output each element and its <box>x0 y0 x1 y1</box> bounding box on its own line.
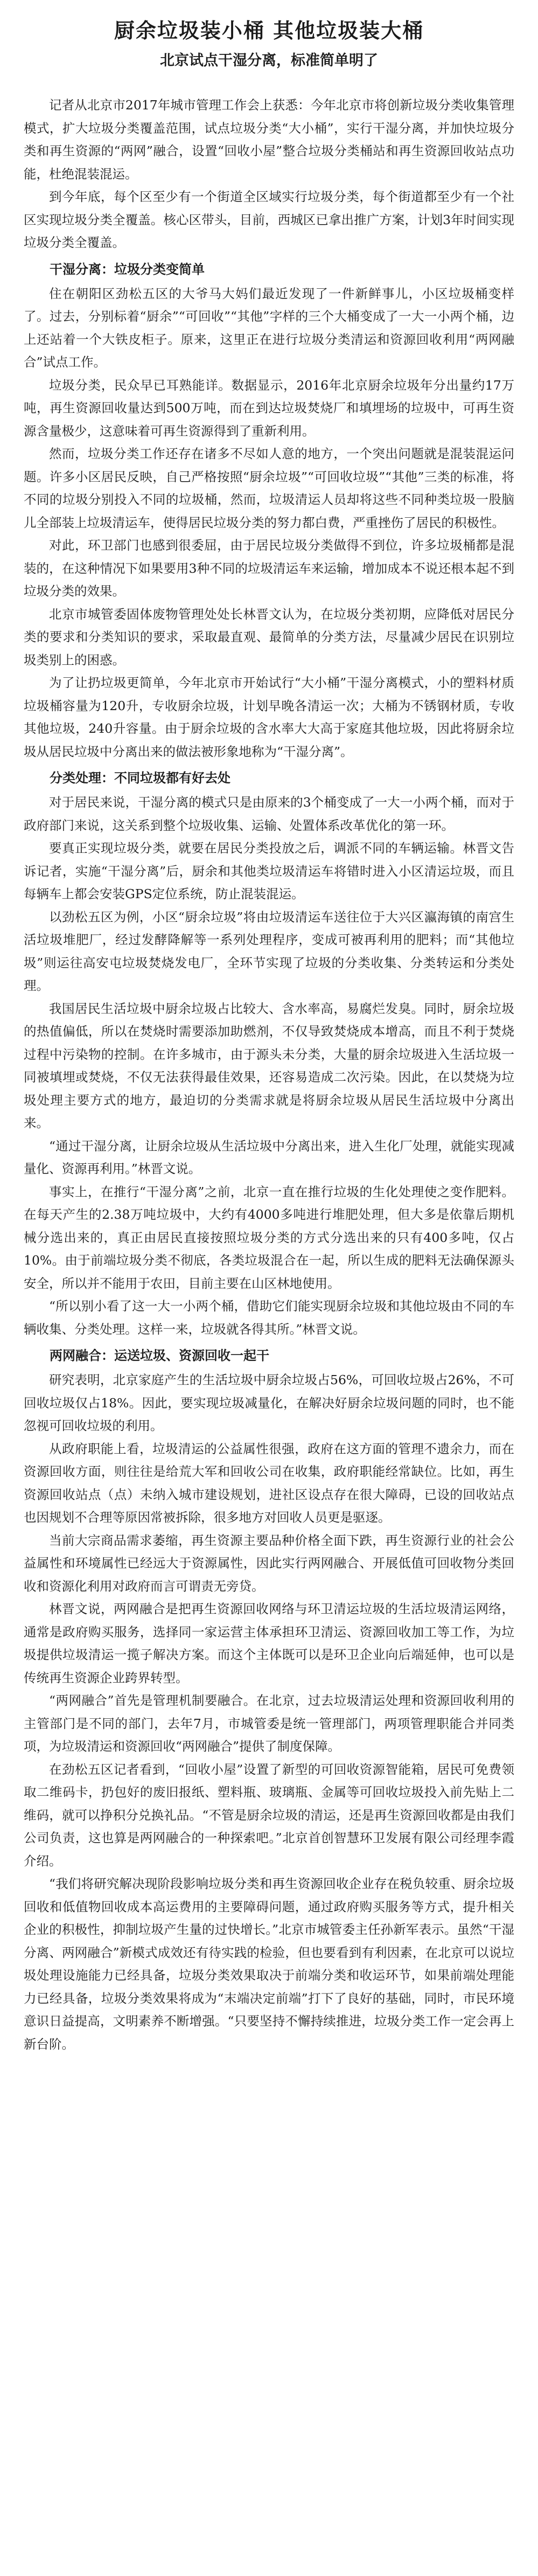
section-intro <box>24 94 514 254</box>
paragraph: 在劲松五区记者看到，“回收小屋”设置了新型的可回收资源智能箱，居民可免费领取二维码卡，扔包好的废旧报纸、塑料瓶、玻璃瓶、金属等可回收垃圾投入前先贴上二维码，就可以挣积分兑换礼品。“不管是厨余垃圾的清运，还是再生资源回收都是由我们公司负责，这也算是两网融合的一种探索吧。”北京首创智慧环卫发展有限公司经理李霞介绍。 <box>24 1761 514 1869</box>
section-dry-wet-separation <box>24 258 514 763</box>
paragraph: 从政府职能上看，垃圾清运的公益属性很强，政府在这方面的管理不遗余力，而在资源回收方面，则往往是给荒大军和回收公司在收集，政府职能经常缺位。比如，再生资源回收站点（点）未纳入城市建设规划，进社区设点存在很大障碍，已设的回收站点也因规划不合理等原因常被拆除，很多地方对回收人员更是驱逐。 <box>24 1441 514 1525</box>
paragraph: 对此，环卫部门也感到很委屈，由于居民垃圾分类做得不到位，许多垃圾桶都是混装的，在这种情况下如果要用3种不同的垃圾清运车来运输，增加成本不说还根本起不到垃圾分类的效果。 <box>24 538 514 599</box>
section-heading: 干湿分离：垃圾分类变简单 <box>50 261 205 277</box>
section-classified-processing <box>24 766 514 1341</box>
section-heading: 分类处理：不同垃圾都有好去处 <box>50 770 230 786</box>
paragraph: 住在朝阳区劲松五区的大爷马大妈们最近发现了一件新鲜事儿，小区垃圾桶变样了。过去，分别标着“厨余”“可回收”“其他”字样的三个大桶变成了一大一小两个桶，边上还站着一个大铁皮柜子。原来，这里正在进行垃圾分类清运和资源回收利用“两网融合”试点工作。 <box>24 286 514 370</box>
paragraph: “两网融合”首先是管理机制要融合。在北京，过去垃圾清运处理和资源回收利用的主管部门是不同的部门，去年7月，市城管委是统一管理部门，两项管理职能合并同类项，为垃圾清运和资源回收“两网融合”提供了制度保障。 <box>24 1693 514 1754</box>
paragraph: 然而，垃圾分类工作还存在诸多不尽如人意的地方，一个突出问题就是混装混运问题。许多小区居民反映，自己严格按照“厨余垃圾”“可回收垃圾”“其他”三类的标准，将不同的垃圾分别投入不同的垃圾桶，然而，垃圾清运人员却将这些不同种类垃圾一股脑儿全部装上垃圾清运车，使得居民垃圾分类的努力都白费，严重挫伤了居民的积极性。 <box>24 446 514 530</box>
paragraph: 到今年底，每个区至少有一个街道全区域实行垃圾分类，每个街道都至少有一个社区实现垃圾分类全覆盖。核心区带头，目前，西城区已拿出推广方案，计划3年时间实现垃圾分类全覆盖。 <box>24 189 514 250</box>
paragraph: 垃圾分类，民众早已耳熟能详。数据显示，2016年北京厨余垃圾年分出量约17万吨，再生资源回收量达到500万吨，而在到达垃圾焚烧厂和填埋场的垃圾中，可再生资源含量极少，这意味着可再生资源得到了重新利用。 <box>24 377 514 439</box>
article-title: 厨余垃圾装小桶 其他垃圾装大桶 <box>114 19 424 43</box>
paragraph: 对于居民来说，干湿分离的模式只是由原来的3个桶变成了一大一小两个桶，而对于政府部门来说，这关系到整个垃圾收集、运输、处置体系改革优化的第一环。 <box>24 795 514 833</box>
section-two-network-integration <box>24 1344 514 2056</box>
paragraph: 北京市城管委固体废物管理处处长林晋文认为，在垃圾分类初期，应降低对居民分类的要求和分类知识的要求，采取最直观、最简单的分类方法，尽量减少居民在识别垃圾类别上的困惑。 <box>24 606 514 668</box>
paragraph: “所以别小看了这一大一小两个桶，借助它们能实现厨余垃圾和其他垃圾由不同的车辆收集、分类处理。这样一来，垃圾就各得其所。”林晋文说。 <box>24 1299 514 1337</box>
section-heading: 两网融合：运送垃圾、资源回收一起干 <box>50 1348 269 1363</box>
paragraph: 当前大宗商品需求萎缩，再生资源主要品种价格全面下跌，再生资源行业的社会公益属性和环境属性已经远大于资源属性，因此实行两网融合、开展低值可回收物分类回收和资源化利用对政府而言可谓责无旁贷。 <box>24 1532 514 1594</box>
paragraph: 我国居民生活垃圾中厨余垃圾占比较大、含水率高，易腐烂发臭。同时，厨余垃圾的热值偏低，所以在焚烧时需要添加助燃剂，不仅导致焚烧成本增高，而且不利于焚烧过程中污染物的控制。在许多城市，由于源头未分类，大量的厨余垃圾进入生活垃圾一同被填埋或焚烧，不仅无法获得最佳效果，还容易造成二次污染。因此，在以焚烧为垃圾处理主要方式的地方，最迫切的分类需求就是将厨余垃圾从居民生活垃圾中分离出来。 <box>24 1001 514 1130</box>
paragraph: 为了让扔垃圾更简单，今年北京市开始试行“大小桶”干湿分离模式，小的塑料材质垃圾桶容量为120升，专收厨余垃圾，计划早晚各清运一次；大桶为不锈钢材质，专收其他垃圾，240升容量。由于厨余垃圾的含水率大大高于家庭其他垃圾，因此将厨余垃圾从居民垃圾中分离出来的做法被形象地称为“干湿分离”。 <box>24 675 514 759</box>
article-subtitle: 北京试点干湿分离，标准简单明了 <box>160 52 378 69</box>
paragraph: 记者从北京市2017年城市管理工作会上获悉：今年北京市将创新垃圾分类收集管理模式，扩大垃圾分类覆盖范围，试点垃圾分类“大小桶”，实行干湿分离，并加快垃圾分类和再生资源的“两网”融合，设置“回收小屋”整合垃圾分类桶站和再生资源回收站点功能，杜绝混装混运。 <box>24 98 514 182</box>
paragraph: 林晋文说，两网融合是把再生资源回收网络与环卫清运垃圾的生活垃圾清运网络，通常是政府购买服务，选择同一家运营主体承担环卫清运、资源回收加工等工作，为垃圾提供垃圾清运一揽子解决方案。而这个主体既可以是环卫企业向后端延伸，也可以是传统再生资源企业跨界转型。 <box>24 1601 514 1685</box>
paragraph: “我们将研究解决现阶段影响垃圾分类和再生资源回收企业存在税负较重、厨余垃圾回收和低值物回收成本高运费用的主要障碍问题，通过政府购买服务等方式，提升相关企业的积极性，抑制垃圾产生量的过快增长。”北京市城管委主任孙新军表示。虽然“干湿分离、两网融合”新模式成效还有待实践的检验，但也要看到有利因素，在北京可以说垃圾处理设施能力已经具备，垃圾分类效果取决于前端分类和收运环节，如果前端处理能力已经具备，垃圾分类效果将成为“末端决定前端”打下了良好的基础，同时，市民环境意识日益提高，文明素养不断增强。“只要坚持不懈持续推进，垃圾分类工作一定会再上新台阶。 <box>24 1876 514 2052</box>
paragraph: “通过干湿分离，让厨余垃圾从生活垃圾中分离出来，进入生化厂处理，就能实现减量化、资源再利用。”林晋文说。 <box>24 1138 514 1176</box>
paragraph: 研究表明，北京家庭产生的生活垃圾中厨余垃圾占56%，可回收垃圾占26%，不可回收垃圾仅占18%。因此，要实现垃圾减量化，在解决好厨余垃圾问题的同时，也不能忽视可回收垃圾的利用。 <box>24 1372 514 1433</box>
paragraph: 以劲松五区为例，小区“厨余垃圾”将由垃圾清运车送往位于大兴区瀛海镇的南宫生活垃圾堆肥厂，经过发酵降解等一系列处理程序，变成可被再利用的肥料；而“其他垃圾”则运往高安屯垃圾焚烧发电厂，全环节实现了垃圾的分类收集、分类转运和分类处理。 <box>24 909 514 993</box>
paragraph: 要真正实现垃圾分类，就要在居民分类投放之后，调派不同的车辆运输。林晋文告诉记者，实施“干湿分离”后，厨余和其他类垃圾清运车将错时进入小区清运垃圾，而且每辆车上都会安装GPS定位系统，防止混装混运。 <box>24 841 514 901</box>
paragraph: 事实上，在推行“干湿分离”之前，北京一直在推行垃圾的生化处理使之变作肥料。在每天产生的2.38万吨垃圾中，大约有4000多吨进行堆肥处理，但大多是依靠后期机械分选出来的，真正由居民直接按照垃圾分类的方式分选出来的只有400多吨，仅占10%。由于前端垃圾分类不彻底，各类垃圾混合在一起，所以生成的肥料无法确保源头安全，所以并不能用于农田，目前主要在山区林地使用。 <box>24 1184 514 1291</box>
